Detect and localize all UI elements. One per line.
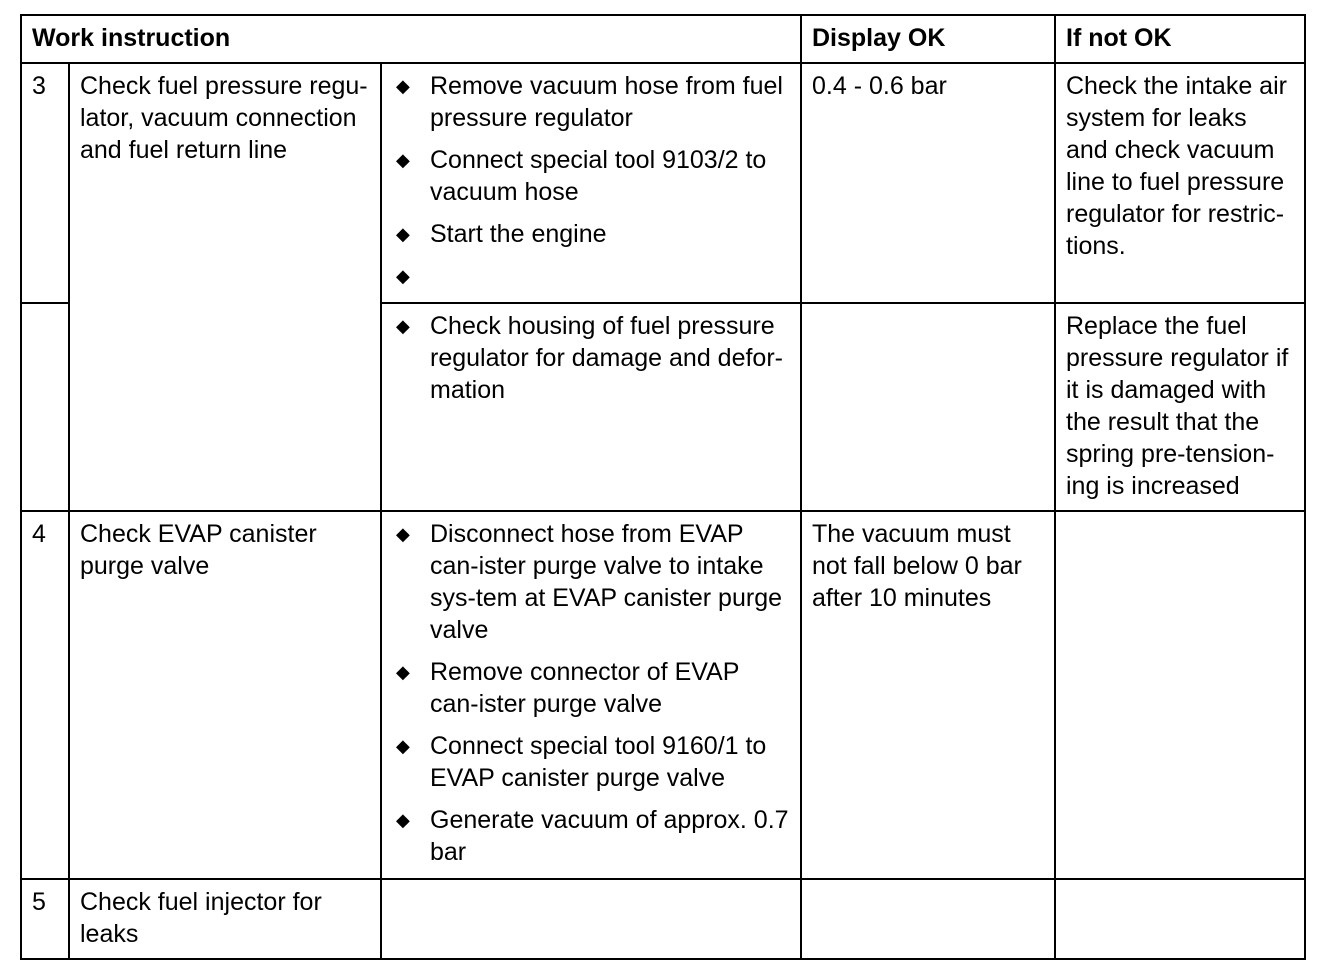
display-ok-value: [801, 879, 1055, 959]
step-number: 4: [21, 511, 69, 879]
task-description: Check fuel pressure regu-lator, vacuum connection and fuel return line: [69, 63, 381, 511]
diamond-bullet-icon: ◆: [396, 810, 410, 830]
step-text: Connect special tool 9160/1 to EVAP canister purge valve: [430, 732, 767, 792]
step-text: Remove vacuum hose from fuel pressure regulator: [430, 72, 783, 132]
step-list: [392, 70, 790, 292]
step-text: Remove connector of EVAP can-ister purge valve: [430, 658, 739, 718]
diamond-bullet-icon: ◆: [396, 316, 410, 336]
list-item: [392, 260, 790, 292]
step-text: Check housing of fuel pressure regulator for damage and defor-mation: [430, 312, 783, 404]
step-list-cell: [381, 303, 801, 511]
if-not-ok-action: [1055, 879, 1305, 959]
diamond-bullet-icon: ◆: [396, 224, 410, 244]
table-row: [21, 511, 1305, 879]
list-item: [392, 730, 790, 794]
if-not-ok-action: [1055, 511, 1305, 879]
step-list-cell: [381, 511, 801, 879]
list-item: [392, 518, 790, 646]
diamond-bullet-icon: ◆: [396, 266, 410, 286]
step-list: [392, 518, 790, 868]
list-item: [392, 218, 790, 250]
step-list: [392, 310, 790, 406]
list-item: [392, 310, 790, 406]
task-description: Check EVAP canister purge valve: [69, 511, 381, 879]
diamond-bullet-icon: ◆: [396, 662, 410, 682]
diamond-bullet-icon: ◆: [396, 524, 410, 544]
step-list-cell: [381, 879, 801, 959]
work-instruction-table: [20, 14, 1306, 960]
step-number: 3: [21, 63, 69, 303]
diamond-bullet-icon: ◆: [396, 736, 410, 756]
header-if-not-ok: If not OK: [1055, 15, 1305, 63]
list-item: [392, 144, 790, 208]
step-number: 5: [21, 879, 69, 959]
display-ok-value: [801, 303, 1055, 511]
list-item: [392, 656, 790, 720]
display-ok-value: 0.4 - 0.6 bar: [801, 63, 1055, 303]
if-not-ok-action: Replace the fuel pressure regulator if it is damaged with the result that the spring pre-tension-ing is increased: [1055, 303, 1305, 511]
step-text: Disconnect hose from EVAP can-ister purge valve to intake sys-tem at EVAP canister purge valve: [430, 520, 783, 644]
table-row: [21, 879, 1305, 959]
diamond-bullet-icon: ◆: [396, 76, 410, 96]
step-text: Generate vacuum of approx. 0.7 bar: [430, 806, 789, 866]
step-number: [21, 303, 69, 511]
if-not-ok-action: Check the intake air system for leaks and check vacuum line to fuel pressure regulator for restric-tions.: [1055, 63, 1305, 303]
task-description: Check fuel injector for leaks: [69, 879, 381, 959]
step-text: Start the engine: [430, 220, 607, 248]
display-ok-value: The vacuum must not fall below 0 bar after 10 minutes: [801, 511, 1055, 879]
table-header-row: [21, 15, 1305, 63]
header-work-instruction: Work instruction: [21, 15, 801, 63]
step-text: Connect special tool 9103/2 to vacuum hose: [430, 146, 767, 206]
step-list-cell: [381, 63, 801, 303]
list-item: [392, 804, 790, 868]
header-display-ok: Display OK: [801, 15, 1055, 63]
diamond-bullet-icon: ◆: [396, 150, 410, 170]
table-row: [21, 63, 1305, 303]
list-item: [392, 70, 790, 134]
